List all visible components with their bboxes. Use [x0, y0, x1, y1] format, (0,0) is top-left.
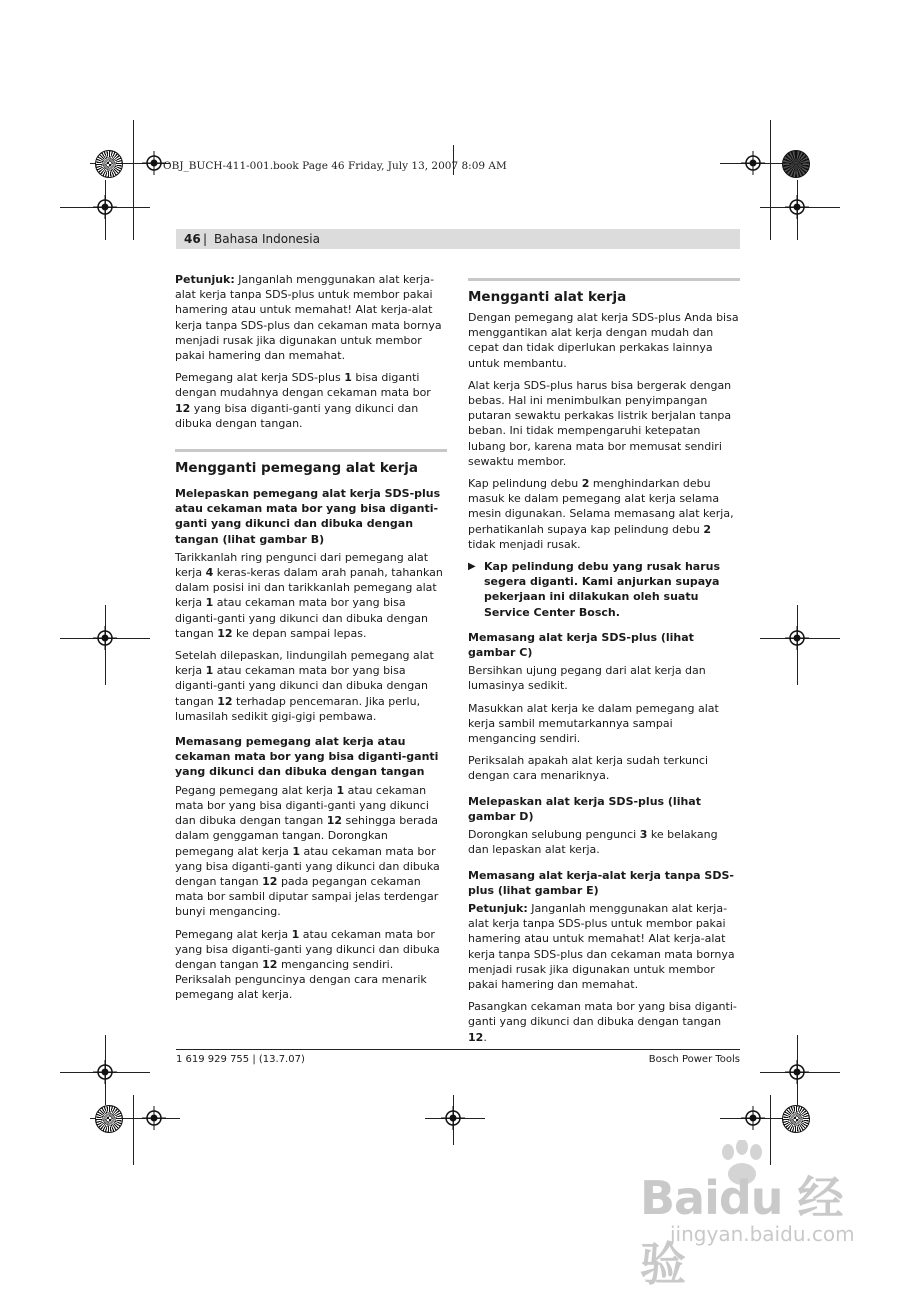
- page-footer: [176, 1049, 740, 1065]
- right-column: [468, 278, 740, 1052]
- paragraph: Tarikkanlah ring pengunci dari pemegang alat kerja 4 keras-keras dalam arah panah, tahankan dalam posisi ini dan tarikkanlah pemegang alat kerja 1 atau cekaman mata bor yang bisa diganti-ganti yang dikunci dan dibuka dengan tangan 12 ke depan sampai lepas.: [175, 550, 443, 640]
- header-separator: |: [203, 232, 208, 246]
- section-heading: Mengganti alat kerja: [468, 278, 740, 306]
- subsection-heading: Memasang alat kerja-alat kerja tanpa SDS-plus (lihat gambar E): [468, 868, 734, 897]
- watermark-logo-text: Baidu 经验: [640, 1171, 843, 1291]
- footer-brand: Bosch Power Tools: [648, 1054, 740, 1065]
- baidu-watermark: [640, 1140, 870, 1291]
- registration-mark-icon: [441, 1106, 465, 1130]
- section-heading: Mengganti pemegang alat kerja: [175, 449, 447, 477]
- header-language: Bahasa Indonesia: [214, 232, 320, 246]
- subsection-heading: Memasang alat kerja SDS-plus (lihat gambar C): [468, 630, 694, 660]
- subsection-heading: Memasang pemegang alat kerja atau cekaman mata bor yang bisa diganti-ganti yang dikunci dan dibuka dengan tangan: [175, 735, 439, 779]
- registration-mark-icon: [93, 195, 117, 219]
- color-wheel-icon: [95, 150, 123, 178]
- registration-mark-icon: [785, 195, 809, 219]
- color-wheel-icon: [782, 1105, 810, 1133]
- paragraph: Masukkan alat kerja ke dalam pemegang alat kerja sambil memutarkannya sampai mengancing sendiri.: [468, 701, 719, 746]
- registration-mark-icon: [93, 1060, 117, 1084]
- paragraph: Dengan pemegang alat kerja SDS-plus Anda bisa menggantikan alat kerja dengan mudah dan cepat dan tidak diperlukan perkakas lainnya untuk membantu.: [468, 311, 739, 370]
- page-header: [176, 229, 740, 249]
- paragraph: Petunjuk: Janganlah menggunakan alat kerja-alat kerja tanpa SDS-plus untuk membor pakai hamering atau untuk memahat! Alat kerja-alat kerja tanpa SDS-plus dan cekaman mata bornya menjadi rusak jika digunakan untuk membor pakai hamering dan memahat.: [468, 901, 735, 991]
- paragraph: Dorongkan selubung pengunci 3 ke belakang dan lepaskan alat kerja.: [468, 828, 718, 857]
- registration-mark-icon: [741, 151, 765, 175]
- registration-mark-icon: [741, 1106, 765, 1130]
- paragraph: Pemegang alat kerja 1 atau cekaman mata bor yang bisa diganti-ganti yang dikunci dan dibuka dengan tangan 12 mengancing sendiri. Periksalah penguncinya dengan cara menarik pemegang alat kerja.: [175, 927, 440, 1002]
- paragraph: Pemegang alat kerja SDS-plus 1 bisa diganti dengan mudahnya dengan cekaman mata bor 12 yang bisa diganti-ganti yang dikunci dan dibuka dengan tangan.: [175, 371, 431, 430]
- color-wheel-icon: [95, 1105, 123, 1133]
- paragraph: Pasangkan cekaman mata bor yang bisa diganti-ganti yang dikunci dan dibuka dengan tangan 12.: [468, 1000, 737, 1044]
- registration-mark-icon: [785, 626, 809, 650]
- paragraph: Pegang pemegang alat kerja 1 atau cekaman mata bor yang bisa diganti-ganti yang dikunci dan dibuka dengan tangan 12 sehingga berada dalam genggaman tangan. Dorongkan pemegang alat kerja 1 atau cekaman mata bor yang bisa diganti-ganti yang dikunci dan dibuka dengan tangan 12 pada pegangan cekaman mata bor sambil diputar sampai jelas terdengar bunyi mengancing.: [175, 783, 440, 919]
- page-number: 46: [184, 232, 201, 246]
- paragraph: Alat kerja SDS-plus harus bisa bergerak dengan bebas. Hal ini menimbulkan penyimpangan putaran sewaktu perkakas listrik berjalan tanpa beban. Ini tidak mempengaruhi ketepatan lubang bor, karena mata bor memusat sendiri sewaktu membor.: [468, 378, 732, 468]
- paragraph: Periksalah apakah alat kerja sudah terkunci dengan cara menariknya.: [468, 754, 709, 783]
- registration-mark-icon: [785, 1060, 809, 1084]
- warning-note: [468, 559, 740, 620]
- triangle-bullet-icon: ▶: [468, 561, 476, 573]
- subsection-heading: Melepaskan pemegang alat kerja SDS-plus atau cekaman mata bor yang bisa diganti-ganti yang dikunci dan dibuka dengan tangan (lihat gambar B): [175, 487, 441, 546]
- paragraph: Petunjuk: Janganlah menggunakan alat kerja-alat kerja tanpa SDS-plus untuk membor pakai hamering atau untuk memahat! Alat kerja-alat kerja tanpa SDS-plus dan cekaman mata bornya menjadi rusak jika digunakan untuk membor pakai hamering dan memahat.: [175, 273, 442, 363]
- registration-mark-icon: [142, 1106, 166, 1130]
- paragraph: Setelah dilepaskan, lindungilah pemegang alat kerja 1 atau cekaman mata bor yang bisa diganti-ganti yang dikunci dan dibuka dengan tangan 12 terhadap pencemaran. Jika perlu, lumasilah sedikit gigi-gigi pembawa.: [175, 649, 434, 723]
- registration-mark-icon: [93, 626, 117, 650]
- paragraph: Kap pelindung debu 2 menghindarkan debu masuk ke dalam pemegang alat kerja selama mesin digunakan. Selama memasang alat kerja, perhatikanlah supaya kap pelindung debu 2 tidak menjadi rusak.: [468, 477, 734, 551]
- watermark-url: jingyan.baidu.com: [670, 1222, 855, 1246]
- file-info: OBJ_BUCH-411-001.book Page 46 Friday, July 13, 2007 8:09 AM: [163, 160, 507, 172]
- paragraph: Bersihkan ujung pegang dari alat kerja dan lumasinya sedikit.: [468, 664, 706, 693]
- left-column: [175, 272, 447, 1010]
- footer-part-number: 1 619 929 755 | (13.7.07): [176, 1054, 305, 1065]
- color-wheel-icon: [782, 150, 810, 178]
- subsection-heading: Melepaskan alat kerja SDS-plus (lihat gambar D): [468, 794, 701, 823]
- warning-text: Kap pelindung debu yang rusak harus segera diganti. Kami anjurkan supaya pekerjaan ini dilakukan oleh suatu Service Center Bosch.: [484, 560, 721, 619]
